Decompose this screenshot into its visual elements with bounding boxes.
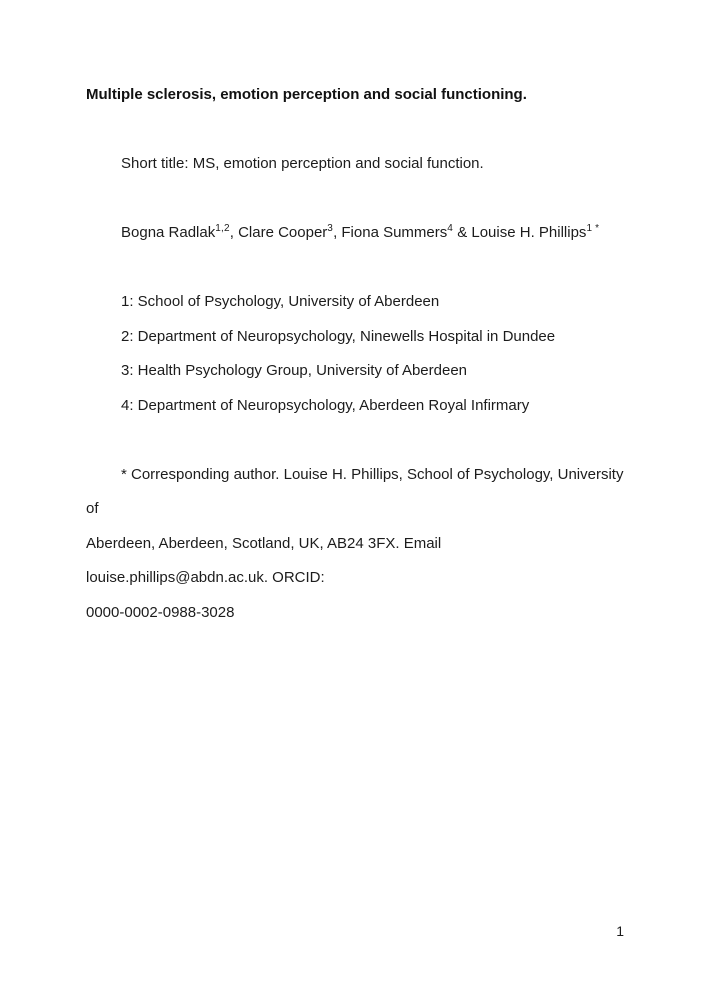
paper-title: Multiple sclerosis, emotion perception and social functioning. (86, 86, 527, 103)
corresponding-author-line: * Corresponding author. Louise H. Phillips, School of Psychology, University of (86, 465, 624, 517)
affiliation-line: 4: Department of Neuropsychology, Aberdeen Royal Infirmary (121, 396, 530, 414)
author-name: , Fiona Summers (333, 224, 448, 241)
author-affiliation-superscript: 3 (327, 223, 334, 234)
affiliation-line: 2: Department of Neuropsychology, Ninewells Hospital in Dundee (121, 327, 556, 345)
author-affiliation-superscript: 1 * (586, 223, 600, 234)
affiliation-line: 3: Health Psychology Group, University of Aberdeen (121, 362, 468, 379)
affiliation-line: 1: School of Psychology, University of Aberdeen (121, 293, 440, 310)
author-affiliation-superscript: 4 (447, 223, 454, 234)
corresponding-author-line: Aberdeen, Aberdeen, Scotland, UK, AB24 3FX. Email louise.phillips@abdn.ac.uk. ORCID: (86, 534, 442, 586)
author-name: & Louise H. Phillips (453, 224, 587, 241)
corresponding-author-note (86, 458, 627, 631)
corresponding-author-line: 0000-0002-0988-3028 (86, 603, 235, 621)
author-line (86, 216, 627, 251)
author-name: Bogna Radlak (121, 224, 216, 241)
page-number: 1 (616, 923, 624, 939)
author-name: , Clare Cooper (229, 224, 328, 241)
affiliation-list (86, 285, 627, 423)
short-title: Short title: MS, emotion perception and social function. (121, 155, 484, 172)
author-affiliation-superscript: 1,2 (215, 223, 230, 234)
